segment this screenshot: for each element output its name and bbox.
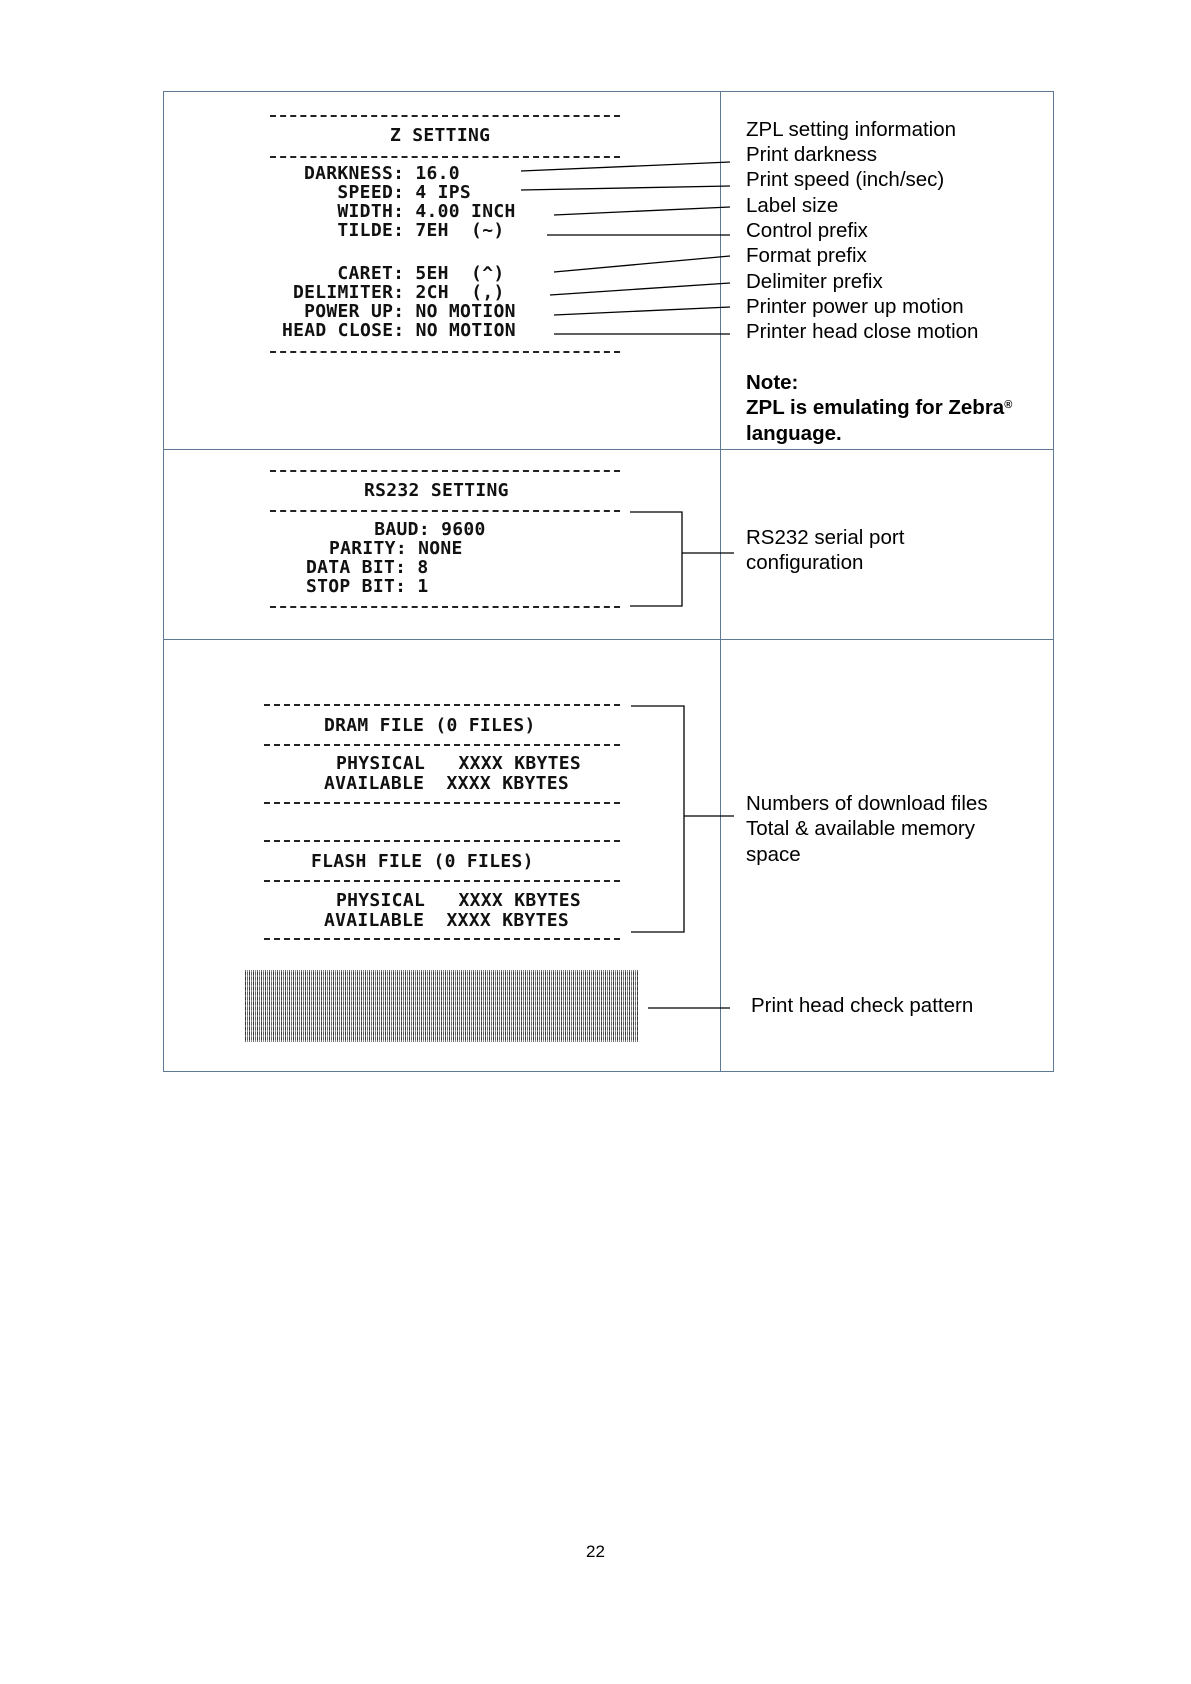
label-print-darkness: Print darkness xyxy=(746,143,878,166)
row-divider-1 xyxy=(164,449,1053,450)
rs232-dash-top xyxy=(270,470,620,472)
z-setting-dash-bottom xyxy=(270,351,620,353)
rs232-dash-mid xyxy=(270,510,620,512)
label-label-size: Label size xyxy=(746,194,839,217)
dram-title: DRAM FILE (0 FILES) xyxy=(324,715,536,736)
note-title: Note: xyxy=(746,371,799,394)
z-setting-title: Z SETTING xyxy=(390,125,491,146)
page-number: 22 xyxy=(586,1542,605,1561)
label-files-line-1: Numbers of download files xyxy=(746,792,988,815)
flash-dash-top xyxy=(264,840,620,842)
label-control-prefix: Control prefix xyxy=(746,219,868,242)
rs232-title: RS232 SETTING xyxy=(364,480,509,501)
z-width-line: WIDTH: 4.00 INCH xyxy=(304,201,516,222)
dram-dash-mid xyxy=(264,744,620,746)
label-files-line-3: space xyxy=(746,843,801,866)
label-rs232-line-2: configuration xyxy=(746,551,864,574)
label-print-head-check: Print head check pattern xyxy=(751,994,974,1017)
flash-title: FLASH FILE (0 FILES) xyxy=(311,851,534,872)
rs232-stopbit-line: STOP BIT: 1 xyxy=(306,576,429,597)
label-delimiter-prefix: Delimiter prefix xyxy=(746,270,883,293)
label-rs232-line-1: RS232 serial port xyxy=(746,526,905,549)
column-divider xyxy=(720,92,721,1071)
label-power-up-motion: Printer power up motion xyxy=(746,295,964,318)
flash-available-line: AVAILABLE XXXX KBYTES xyxy=(324,910,570,931)
z-powerup-line: POWER UP: NO MOTION xyxy=(293,301,516,322)
z-delimiter-line: DELIMITER: 2CH (,) xyxy=(293,282,505,303)
label-print-speed: Print speed (inch/sec) xyxy=(746,168,945,191)
settings-table xyxy=(163,91,1054,1072)
dram-physical-line: PHYSICAL XXXX KBYTES xyxy=(336,753,582,774)
flash-dash-mid xyxy=(264,880,620,882)
registered-mark: ® xyxy=(1004,399,1013,411)
z-headclose-line: HEAD CLOSE: NO MOTION xyxy=(282,320,516,341)
rs232-baud-line: BAUD: 9600 xyxy=(352,519,486,540)
z-darkness-line: DARKNESS: 16.0 xyxy=(304,163,460,184)
dram-available-line: AVAILABLE XXXX KBYTES xyxy=(324,773,570,794)
z-speed-line: SPEED: 4 IPS xyxy=(304,182,472,203)
z-caret-line: CARET: 5EH (^) xyxy=(304,263,505,284)
label-format-prefix: Format prefix xyxy=(746,244,867,267)
row-divider-2 xyxy=(164,639,1053,640)
label-head-close-motion: Printer head close motion xyxy=(746,320,979,343)
dram-dash-bottom xyxy=(264,802,620,804)
z-setting-dash-mid xyxy=(270,156,620,158)
note-line-1 xyxy=(746,395,1012,420)
flash-dash-bottom xyxy=(264,938,620,940)
rs232-dash-bottom xyxy=(270,606,620,608)
label-files-line-2: Total & available memory xyxy=(746,817,976,840)
label-zpl-setting: ZPL setting information xyxy=(746,118,957,141)
print-head-check-pattern xyxy=(245,970,639,1042)
z-setting-dash-top xyxy=(270,115,620,117)
z-tilde-line: TILDE: 7EH (~) xyxy=(304,220,505,241)
rs232-databit-line: DATA BIT: 8 xyxy=(306,557,429,578)
rs232-parity-line: PARITY: NONE xyxy=(329,538,463,559)
note-line-1-text: ZPL is emulating for Zebra xyxy=(746,396,1005,419)
dram-dash-top xyxy=(264,704,620,706)
note-line-2: language. xyxy=(746,422,842,445)
flash-physical-line: PHYSICAL XXXX KBYTES xyxy=(336,890,582,911)
